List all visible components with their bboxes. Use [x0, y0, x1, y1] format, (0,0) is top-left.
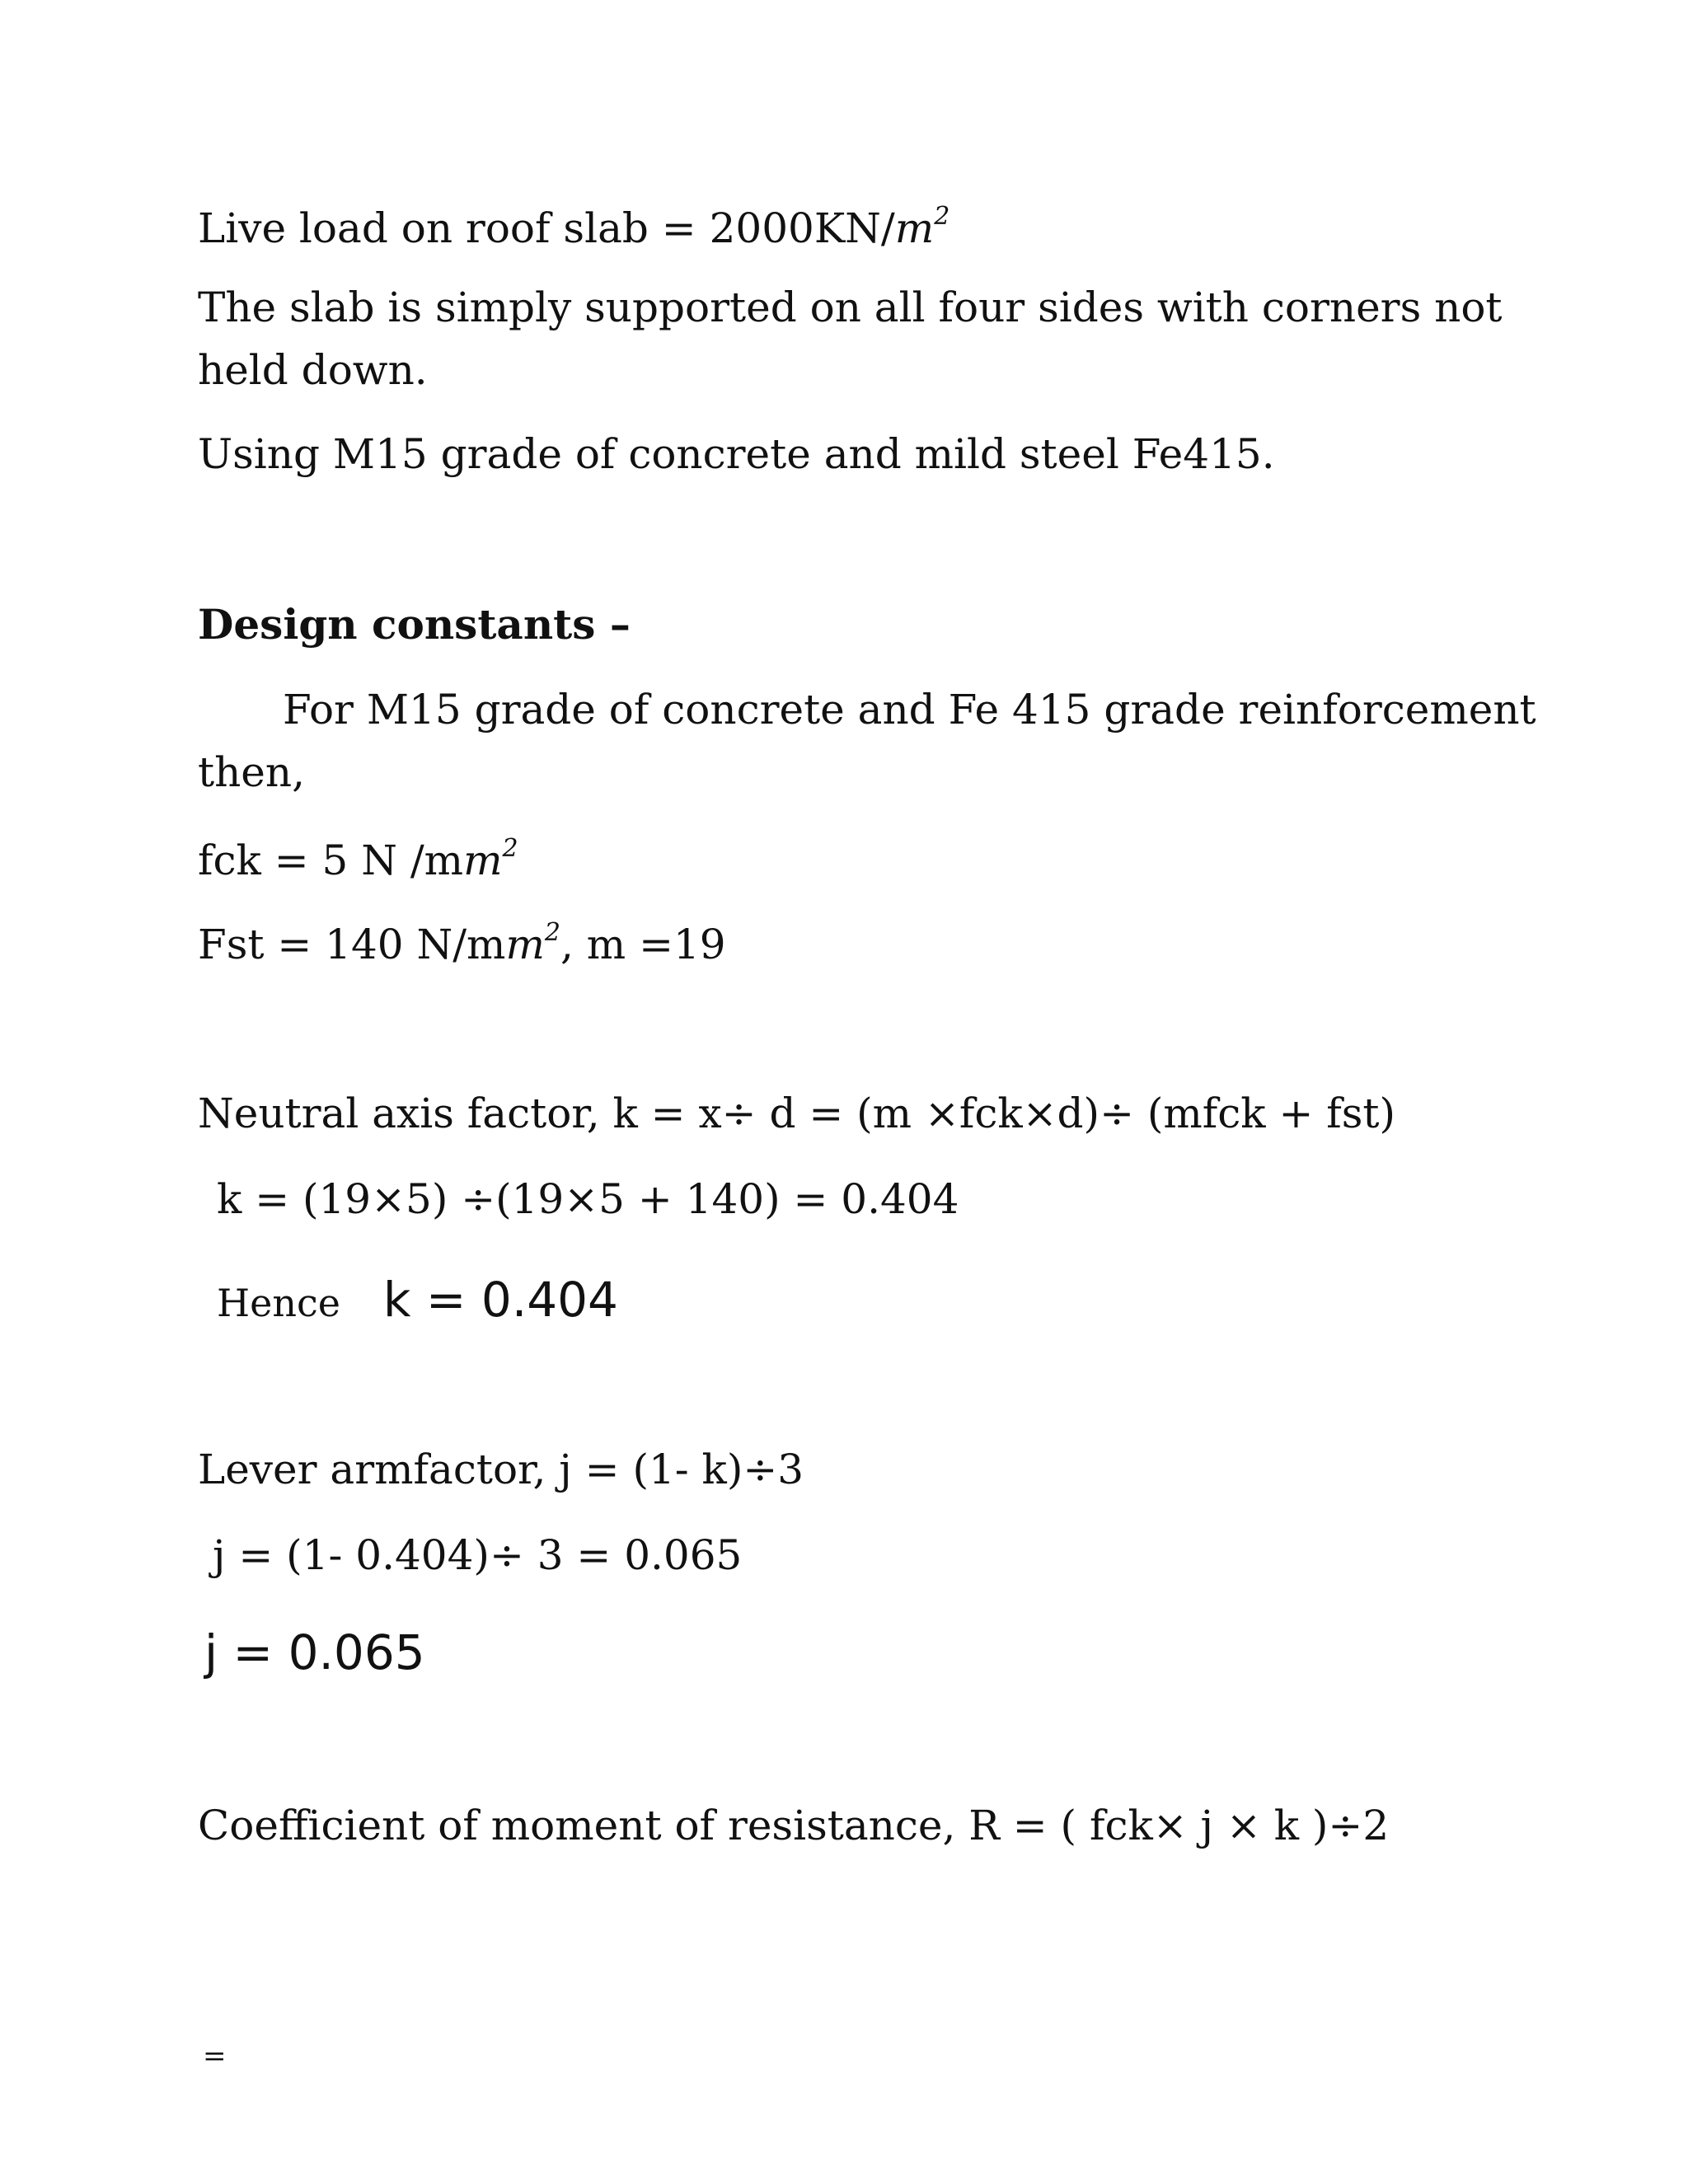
- fst-line: [198, 918, 726, 968]
- j-calc-line: j = (1- 0.404)÷ 3 = 0.065: [213, 1531, 743, 1579]
- support-line-1: The slab is simply supported on all four sides with corners not: [198, 284, 1503, 331]
- live-load-exponent: 2: [934, 202, 950, 231]
- live-load-unit-var: m: [894, 204, 935, 252]
- fck-exponent: 2: [502, 834, 518, 863]
- fck-line: [198, 834, 518, 884]
- live-load-line: [198, 202, 950, 252]
- for-line-2: then,: [198, 748, 305, 796]
- section-heading: Design constants –: [198, 600, 631, 649]
- live-load-text: Live load on roof slab = 2000KN/: [198, 204, 895, 252]
- fst-unit-var: m: [505, 921, 545, 968]
- fck-text: fck = 5 N /m: [198, 837, 464, 884]
- coefficient-line: Coefficient of moment of resistance, R = ( fck× j × k )÷2: [198, 1802, 1390, 1849]
- fst-suffix: , m =19: [560, 921, 726, 968]
- grades-line: Using M15 grade of concrete and mild steel Fe415.: [198, 430, 1275, 478]
- neutral-axis-line: Neutral axis factor, k = x÷ d = (m ×fck×d)÷ (mfck + fst): [198, 1090, 1396, 1137]
- support-line-2: held down.: [198, 346, 428, 394]
- k-result-line: [217, 1272, 618, 1328]
- fst-text: Fst = 140 N/m: [198, 921, 506, 968]
- j-result-line: j = 0.065: [204, 1624, 425, 1680]
- hence-label: Hence: [217, 1281, 340, 1325]
- k-result: k = 0.404: [382, 1272, 618, 1328]
- trailing-equals: =: [203, 2040, 227, 2073]
- lever-arm-line: Lever armfactor, j = (1- k)÷3: [198, 1446, 804, 1493]
- for-line-1: For M15 grade of concrete and Fe 415 grade reinforcement: [283, 686, 1536, 733]
- fck-unit-var: m: [463, 837, 503, 884]
- k-calc-line: k = (19×5) ÷(19×5 + 140) = 0.404: [217, 1175, 959, 1223]
- fst-exponent: 2: [544, 918, 560, 947]
